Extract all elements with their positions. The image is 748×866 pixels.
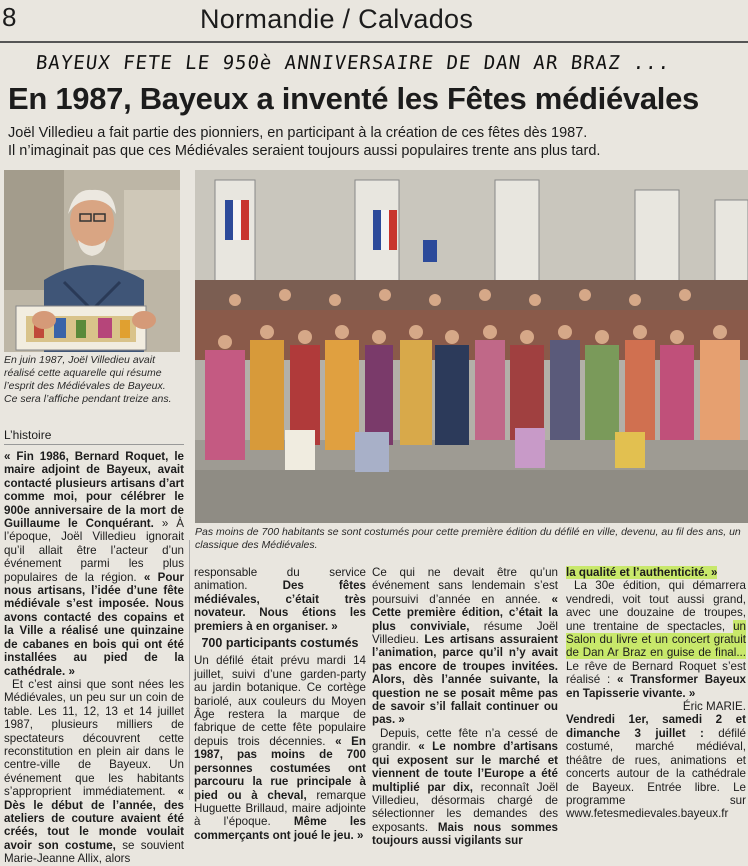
- col4-text-2: Le rêve de Bernard Roquet s’est réalisé :: [566, 659, 746, 687]
- col2-quote-3: Même les commerçants ont joué le jeu. »: [194, 815, 366, 842]
- col3-text-4: reconnaît Joël Villedieu, désormais chargé de sélectionner les demandes des exposants.: [372, 780, 558, 834]
- program-details: défilé costumé, marché médiéval, théâtre de rues, animations et concerts autour de la cathédrale de Bayeux. Entrée libre. Le programme sur www.fetesmedievales.bayeux.fr: [566, 726, 746, 821]
- col4-quote-highlight: la qualité et l’authenticité. »: [566, 566, 718, 579]
- crowd-caption: Pas moins de 700 habitants se sont costumés pour cette première édition du défilé en ville, devenu, au fil des ans, un classique des Médiévales.: [195, 526, 741, 551]
- col3-text-3: Depuis, cette fête n’a cessé de grandir.: [372, 726, 558, 754]
- portrait-caption: En juin 1987, Joël Villedieu avait réalisé cette aquarelle qui résume l’esprit des Médiévales de Bayeux. Ce sera l’affiche pendant treize ans.: [4, 354, 172, 405]
- col2-text-1: responsable du service animation.: [194, 566, 366, 593]
- program-dates: Vendredi 1er, samedi 2 et dimanche 3 juillet :: [566, 713, 746, 740]
- handwritten-note: BAYEUX FETE LE 950è ANNIVERSAIRE DE DAN AR BRAZ ...: [34, 52, 672, 74]
- col1-quote-1: « Fin 1986, Bernard Roquet, le maire adjoint de Bayeux, avait contacté plusieurs artisans d’art comme moi, pour célébrer le 900e anniversaire de la mort de Guillaume le Conquérant.: [4, 450, 184, 531]
- col2-quote-1: Des fêtes médiévales, c’était très novateur. Nous étions les premiers à en organiser. »: [194, 579, 366, 633]
- lead-line-2: Il n’imaginait pas que ces Médiévales seraient toujours aussi populaires trente ans plus tard.: [8, 143, 601, 159]
- col2-text-3: remarque Huguette Brillaud, maire adjointe à l’époque.: [194, 788, 366, 829]
- article-column-1: [4, 450, 184, 866]
- col3-quote-2: Les artisans assuraient l’animation, parce qu’il n’y avait pas encore de troupes invitées. Alors, dès l’année suivante, la question ne se posait même pas de savoir s’il fallait continuer ou pas. »: [372, 633, 558, 727]
- col3-quote-4: Mais nous sommes toujours aussi vigilants sur: [372, 820, 558, 848]
- col1-text-1: » À l’époque, Joël Villedieu ignorait qu’il allait être l’acteur d’un événement parmi les plus populaires de la région.: [4, 517, 184, 584]
- author-signature: Éric MARIE.: [682, 700, 746, 714]
- col3-quote-1: « Cette première édition, c’était la plus conviviale,: [372, 592, 558, 633]
- col3-text-2: résume Joël Villedieu.: [372, 619, 558, 647]
- col1-quote-3: « Dès le début de l’année, des ateliers de couture avaient été créés, tout le monde voulait avoir son costume,: [4, 785, 184, 852]
- lead-paragraph: [8, 124, 748, 160]
- column-divider: [189, 540, 190, 800]
- portrait-photo: [4, 170, 180, 352]
- col3-quote-3: « Le nombre d’artisans qui exposent sur le marché et viennent de toute l’Europe a été multiplié par dix,: [372, 740, 558, 794]
- col1-text-2: Et c’est ainsi que sont nées les Médiévales, un peu sur un coin de table. Les 11, 12, 13 et 14 juillet 1987, plusieurs milliers de spectateurs découvrent cette reconstitution en plein air dans le centre-ville de Bayeux. Un événement que les habitants s’approprient immédiatement.: [4, 677, 184, 799]
- col4-text-1: La 30e édition, qui démarrera vendredi, voit tout aussi grand, avec une douzaine de troupes, une trentaine de spectacles,: [566, 579, 746, 633]
- crowd-photo: [195, 170, 748, 523]
- header-rule: [0, 41, 748, 43]
- portrait-photo-illustration: [4, 170, 180, 352]
- col4-text-highlight: un Salon du livre et un concert gratuit de Dan Ar Braz en guise de final...: [566, 619, 746, 660]
- col3-text-1: Ce qui ne devait être qu’un événement sans lendemain s’est poursuivi d’année en année.: [372, 566, 558, 606]
- page-number: 8: [2, 2, 17, 32]
- lead-line-1: Joël Villedieu a fait partie des pionniers, en participant à la création de ces fêtes dès 1987.: [8, 125, 588, 141]
- col2-quote-2: « En 1987, pas moins de 700 personnes costumées ont parcouru la rue principale à pied ou à cheval,: [194, 734, 366, 802]
- col2-text-2: Un défilé était prévu mardi 14 juillet, suivi d’une garden-party au jardin botanique. Ce cortège bariolé, aux couleurs du Moyen Âge restera la marque de fabrique de cette fête populaire depuis trois décennies.: [194, 654, 366, 748]
- col1-text-3: se souvient Marie-Jeanne Allix, alors: [4, 838, 184, 866]
- history-label: L’histoire: [4, 428, 184, 445]
- col4-quote-1: « Transformer Bayeux en Tapisserie vivante. »: [566, 673, 746, 700]
- article-column-2: [194, 566, 366, 842]
- article-column-4: [566, 566, 746, 821]
- crowd-photo-illustration: [195, 170, 748, 523]
- headline: En 1987, Bayeux a inventé les Fêtes médiévales: [8, 81, 699, 116]
- article-column-3: [372, 566, 558, 848]
- section-title: Normandie / Calvados: [200, 4, 474, 34]
- subheading: 700 participants costumés: [201, 636, 359, 651]
- col1-quote-2: « Pour nous artisans, l’idée d’une fête médiévale s’est imposée. Nous avons contacté des copains et la Ville a réalisé une quinzaine de cabanes en bois qui ont été installées au pied de la cathédrale. »: [4, 570, 184, 678]
